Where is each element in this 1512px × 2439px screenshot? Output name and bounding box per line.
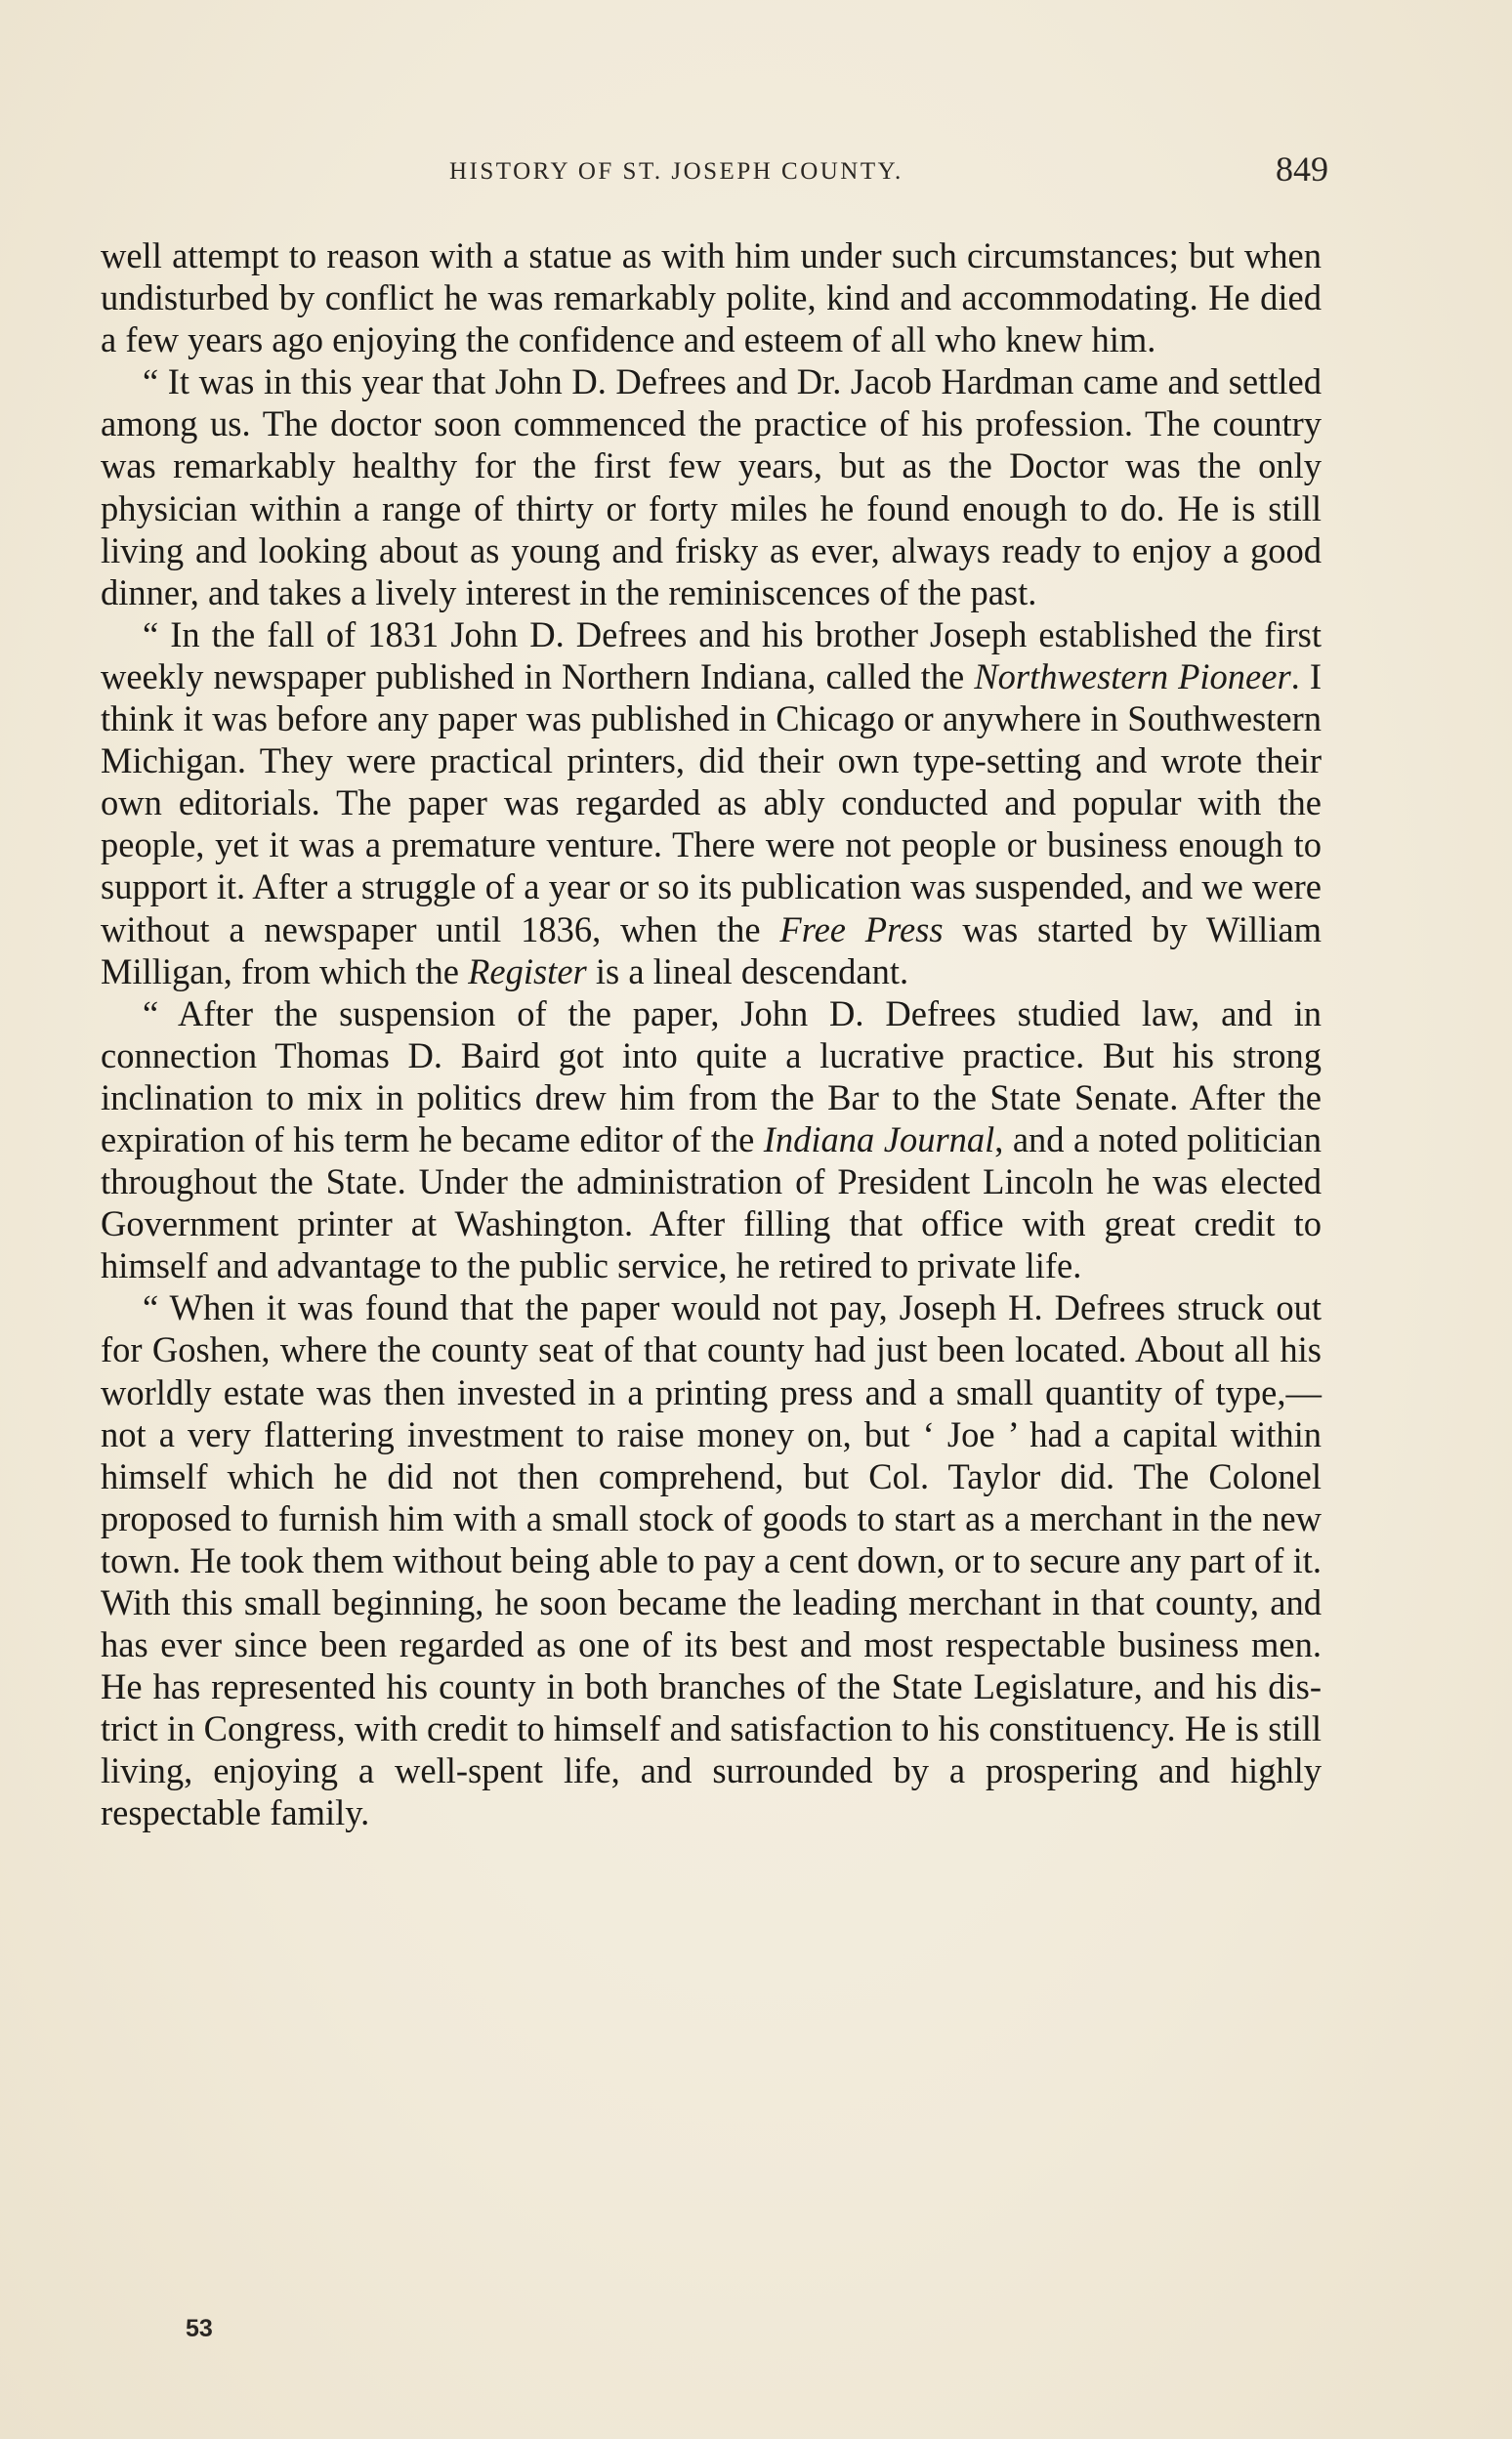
paragraph bbox=[101, 234, 1322, 360]
paragraph bbox=[101, 360, 1322, 613]
text-run: “ In the fall of 1831 John D. Defrees and his brother Joseph established the first weekly newspaper published in Northern Indiana, called the bbox=[101, 613, 1322, 696]
body-text bbox=[101, 234, 1322, 1834]
page-number: 849 bbox=[1276, 149, 1328, 189]
italic-title: Northwestern Pioneer bbox=[974, 655, 1291, 696]
running-title: HISTORY OF ST. JOSEPH COUNTY. bbox=[449, 158, 903, 185]
text-run: “ It was in this year that John D. Defrees and Dr. Jacob Hardman came and settled among us. The doctor soon commenced the practice of his profession. The country was remarkably healthy for the first few years, but as the Doctor was the only physician within a range of thirty or forty miles he found enough to do. He is still living and looking about as young and frisky as ever, always ready to enjoy a good dinner, and takes a lively interest in the reminiscences of the past. bbox=[101, 361, 1322, 612]
text-run: , and a noted politician throughout the State. Under the administration of President Lincoln he was elected Government printer at Washington. After filling that office with great credit to himself and advantage to the public service, he retired to private life. bbox=[101, 1118, 1322, 1286]
paragraph bbox=[101, 613, 1322, 992]
paragraph bbox=[101, 1286, 1322, 1833]
page-header bbox=[98, 148, 1328, 197]
text-run: is a lineal descendant. bbox=[586, 950, 909, 991]
signature-mark: 53 bbox=[186, 2315, 213, 2342]
text-run: well attempt to reason with a statue as with him under such circumstances; but when undisturbed by conflict he was remarkably polite, kind and accommodating. He died a few years ago enjoying the confidence and esteem of all who knew him. bbox=[101, 235, 1322, 360]
paragraph bbox=[101, 992, 1322, 1287]
text-run: was started by William Milligan, from which the bbox=[101, 908, 1322, 991]
italic-title: Indiana Journal bbox=[763, 1118, 995, 1159]
italic-title: Free Press bbox=[779, 908, 944, 949]
text-run: “ When it was found that the paper would not pay, Joseph H. Defrees struck out for Goshen, where the county seat of that county had just been located. About all his worldly estate was then invested in a printing press and a small quantity of type,—not a very flattering investment to raise money on, but ‘ Joe ’ had a capital within himself which he did not then comprehend, but Col. Taylor did. The Colonel proposed to furnish him with a small stock of goods to start as a merchant in the new town. He took them without being able to pay a cent down, or to secure any part of it. With this small beginning, he soon became the leading merchant in that county, and has ever since been regarded as one of its best and most respectable business men. He has represented his county in both branches of the State Legislature, and his district in Congress, with credit to himself and satisfaction to his constituency. He is still living, enjoying a well-spent life, and surrounded by a prospering and highly respectable family. bbox=[101, 1287, 1322, 1833]
text-run: . I think it was before any paper was published in Chicago or anywhere in Southwestern Michigan. They were practical printers, did their own type-setting and wrote their own editorials. The paper was regarded as ably conducted and popular with the people, yet it was a premature venture. There were not people or business enough to support it. After a struggle of a year or so its publication was suspended, and we were without a newspaper until 1836, when the bbox=[101, 655, 1323, 949]
text-run: “ After the suspension of the paper, John D. Defrees studied law, and in connection Thomas D. Baird got into quite a lucrative practice. But his strong inclination to mix in politics drew him from the Bar to the State Senate. After the expiration of his term he became editor of the bbox=[101, 992, 1322, 1159]
italic-title: Register bbox=[468, 950, 587, 991]
